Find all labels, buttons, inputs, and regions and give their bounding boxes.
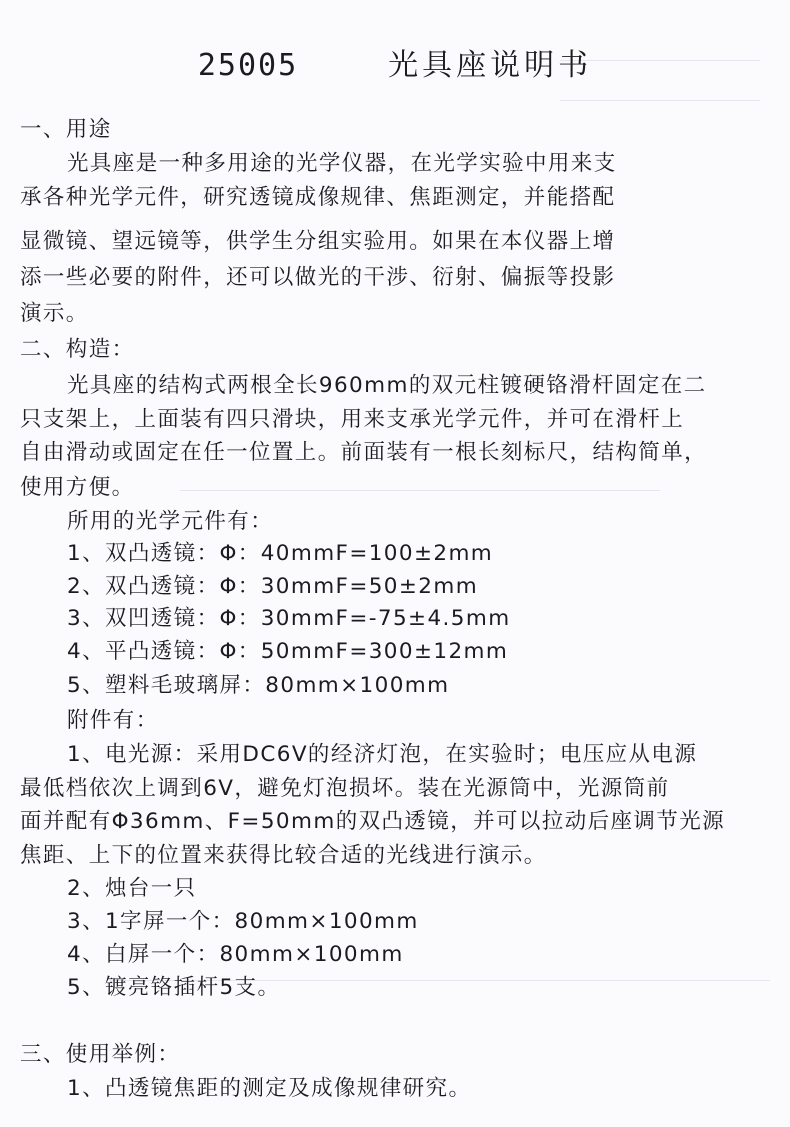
bleed-through-line xyxy=(560,100,760,101)
accessory-item: 2、烛台一只 xyxy=(67,876,197,901)
accessory-item: 4、白屏一个：80mm×100mm xyxy=(67,942,404,967)
structure-line: 自由滑动或固定在任一位置上。前面装有一根长刻标尺，结构简单， xyxy=(20,440,708,465)
bleed-through-line xyxy=(180,490,660,491)
use-line: 添一些必要的附件，还可以做光的干涉、衍射、偏振等投影 xyxy=(20,265,616,290)
optics-item: 3、双凹透镜：Φ：30mmF=-75±4.5mm xyxy=(67,606,511,631)
use-line: 光具座是一种多用途的光学仪器，在光学实验中用来支 xyxy=(67,151,617,176)
accessory-line: 焦距、上下的位置来获得比较合适的光线进行演示。 xyxy=(20,843,547,868)
accessory-line: 1、电光源：采用DC6V的经济灯泡，在实验时；电压应从电源 xyxy=(67,742,698,767)
accessory-line: 最低档依次上调到6V，避免灯泡损坏。装在光源筒中，光源筒前 xyxy=(20,776,670,801)
optics-item: 5、塑料毛玻璃屏：80mm×100mm xyxy=(67,673,450,698)
optics-item: 2、双凸透镜：Φ：30mmF=50±2mm xyxy=(67,574,479,599)
section-heading-use: 一、用途 xyxy=(20,117,112,142)
section-heading-structure: 二、构造： xyxy=(20,337,135,362)
accessory-item: 5、镀亮铬插杆5支。 xyxy=(67,975,281,1000)
accessories-heading: 附件有： xyxy=(67,708,159,733)
use-line: 演示。 xyxy=(20,301,89,326)
title-text: 光具座说明书 xyxy=(388,48,593,83)
use-line: 承各种光学元件，研究透镜成像规律、焦距测定，并能搭配 xyxy=(20,185,616,210)
accessory-item: 3、1字屏一个：80mm×100mm xyxy=(67,909,419,934)
examples-line: 1、凸透镜焦距的测定及成像规律研究。 xyxy=(67,1076,472,1101)
structure-line: 光具座的结构式两根全长960mm的双元柱镀硬铬滑杆固定在二 xyxy=(67,373,707,398)
optics-item: 1、双凸透镜：Φ：40mmF=100±2mm xyxy=(67,541,494,566)
optics-heading: 所用的光学元件有： xyxy=(67,509,274,534)
use-line: 显微镜、望远镜等，供学生分组实验用。如果在本仪器上增 xyxy=(20,229,616,254)
structure-line: 只支架上，上面装有四只滑块，用来支承光学元件，并可在滑杆上 xyxy=(20,407,685,432)
title-number: 25005 xyxy=(197,48,299,83)
accessory-line: 面并配有Φ36mm、F=50mm的双凸透镜，并可以拉动后座调节光源 xyxy=(20,809,725,834)
optics-item: 4、平凸透镜：Φ：50mmF=300±12mm xyxy=(67,639,509,664)
structure-line: 使用方便。 xyxy=(20,475,135,500)
section-heading-examples: 三、使用举例： xyxy=(20,1042,181,1067)
document-title xyxy=(0,40,790,84)
